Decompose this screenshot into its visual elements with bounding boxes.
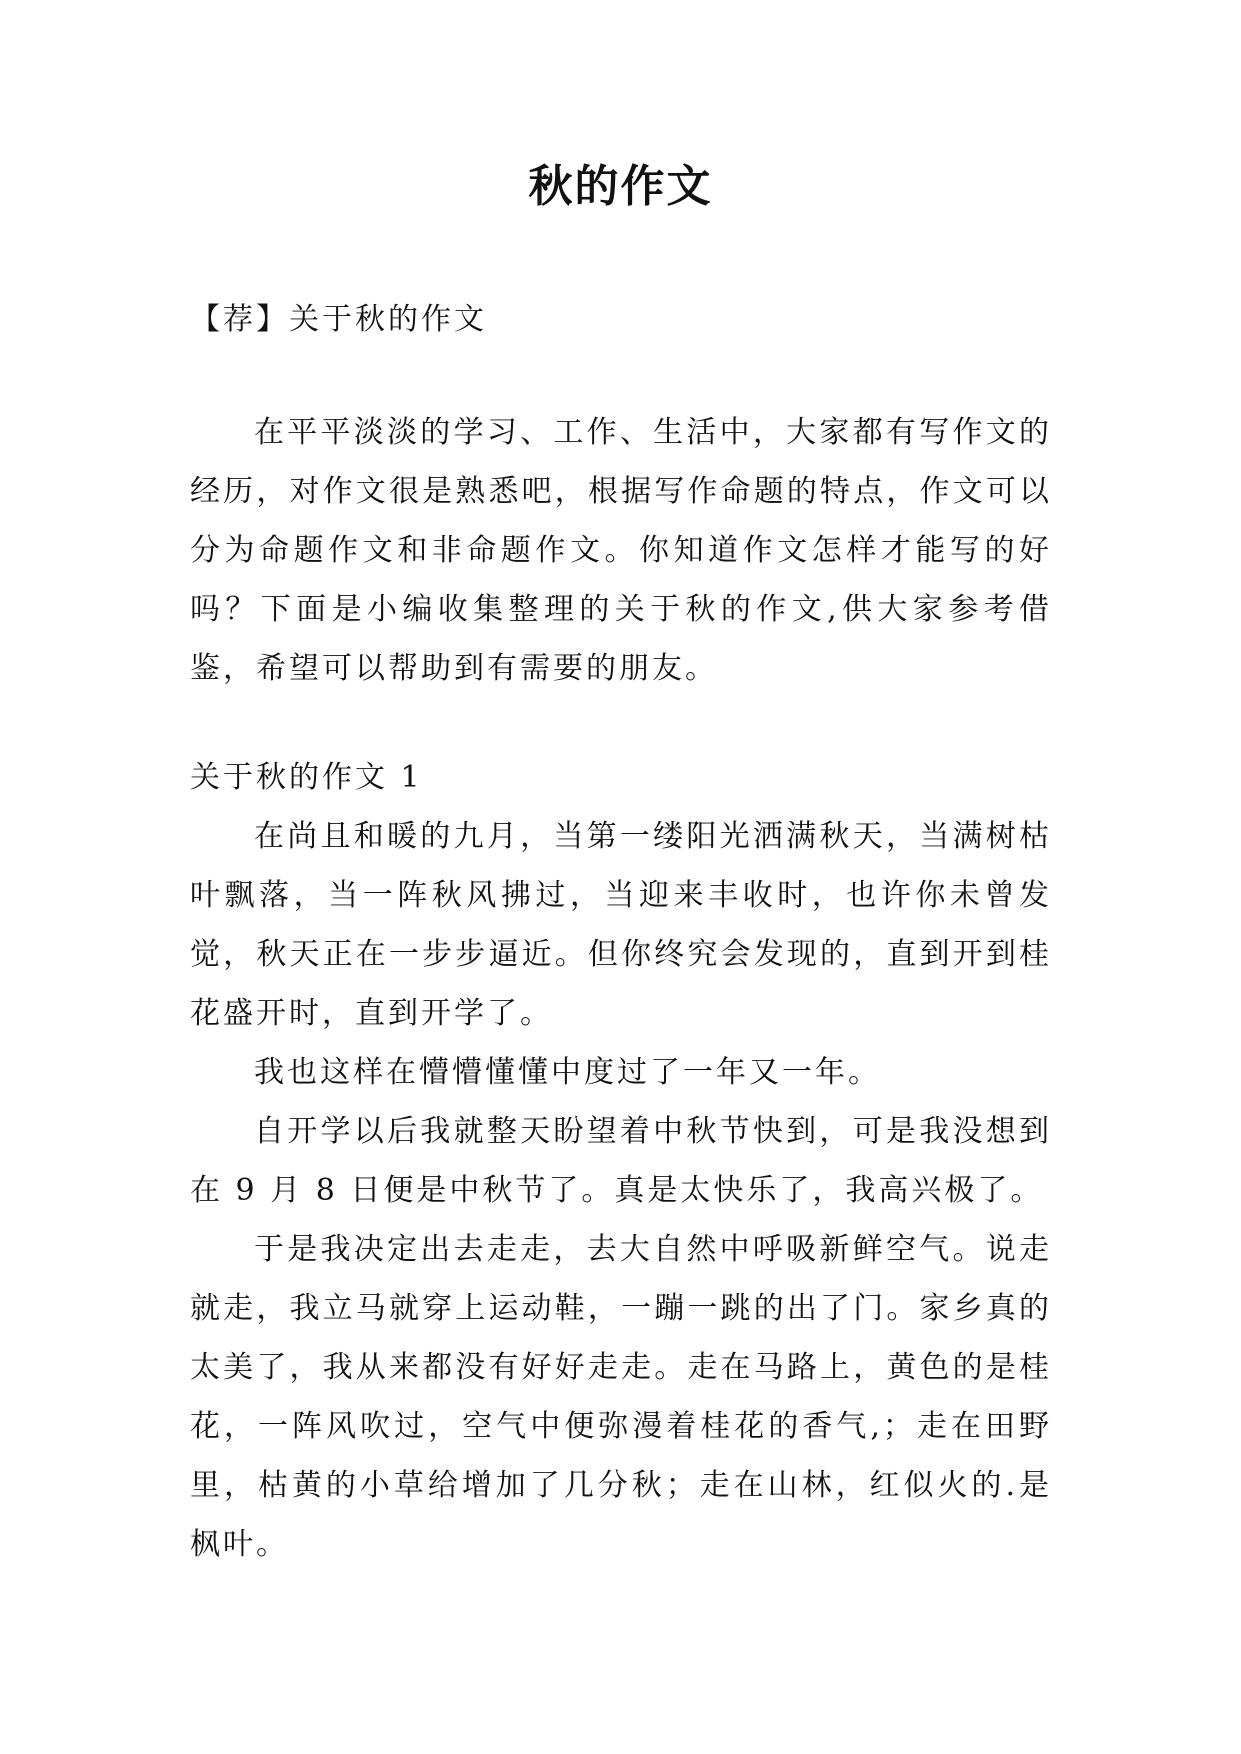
intro-paragraph: 在平平淡淡的学习、工作、生活中，大家都有写作文的经历，对作文很是熟悉吧，根据写作命题的特点，作文可以分为命题作文和非命题作文。你知道作文怎样才能写的好吗？下面是小编收集整理的关于秋的作文,供大家参考借鉴，希望可以帮助到有需要的朋友。 [190,415,1052,686]
document-subtitle: 【荐】关于秋的作文 [190,302,487,337]
body-paragraph: 于是我决定出去走走，去大自然中呼吸新鲜空气。说走就走，我立马就穿上运动鞋，一蹦一跳的出了门。家乡真的太美了，我从来都没有好好走走。走在马路上，黄色的是桂花，一阵风吹过，空气中便弥漫着桂花的香气,；走在田野里，枯黄的小草给增加了几分秋；走在山林，红似火的.是枫叶。 [190,1232,1052,1562]
document-body [190,290,1052,1574]
spacer [190,698,1052,748]
document-title: 秋的作文 [528,161,713,212]
body-paragraph: 自开学以后我就整天盼望着中秋节快到，可是我没想到在 9 月 8 日便是中秋节了。真是太快乐了，我高兴极了。 [190,1114,1052,1208]
body-paragraph: 在尚且和暖的九月，当第一缕阳光洒满秋天，当满树枯叶飘落，当一阵秋风拂过，当迎来丰收时，也许你未曾发觉，秋天正在一步步逼近。但你终究会发现的，直到开到桂花盛开时，直到开学了。 [190,819,1052,1031]
spacer [190,349,1052,403]
body-paragraph: 我也这样在懵懵懂懂中度过了一年又一年。 [254,1055,881,1090]
section-heading: 关于秋的作文 1 [190,760,423,795]
